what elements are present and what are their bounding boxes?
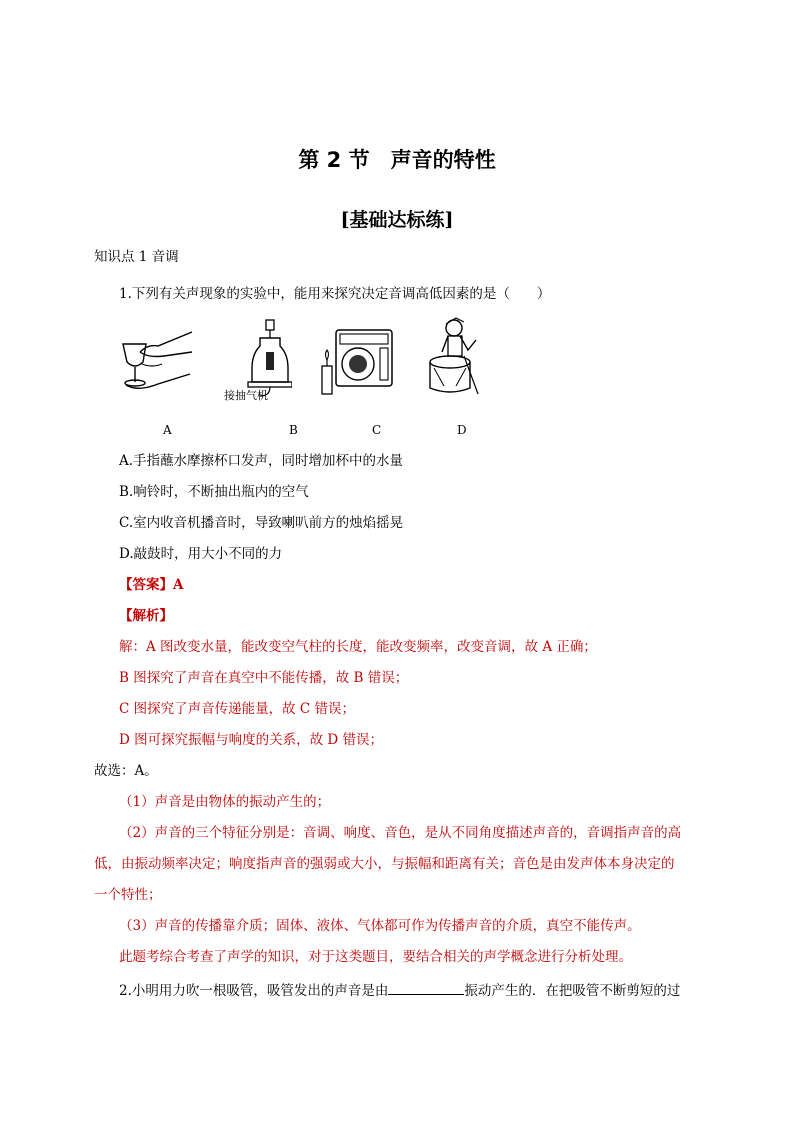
question-2-stem-after: 振动产生的．在把吸管不断剪短的过	[464, 983, 681, 999]
question-2-stem	[119, 980, 680, 1001]
conclusion: 故选：A。	[94, 763, 158, 779]
option-b: B.响铃时，不断抽出瓶内的空气	[119, 484, 309, 500]
option-d: D.敲鼓时，用大小不同的力	[119, 546, 283, 562]
note-line: 低，由振动频率决定；响度指声音的强弱或大小，与振幅和距离有关；音色是由发声体本身决定的	[94, 856, 675, 872]
question-2-stem-before: 2.小明用力吹一根吸管，吸管发出的声音是由	[119, 983, 389, 999]
analysis-label: 【解析】	[119, 608, 173, 624]
note-line: （3）声音的传播靠介质；固体、液体、气体都可作为传播声音的介质，真空不能传声。	[119, 918, 641, 934]
figure-c-radio-candle	[318, 326, 396, 398]
knowledge-point-label: 知识点 1 音调	[94, 249, 179, 265]
answer: 【答案】A	[119, 577, 184, 593]
figure-label-b: B	[289, 423, 298, 437]
figure-a-glass	[118, 322, 200, 394]
note-line: （2）声音的三个特征分别是：音调、响度、音色，是从不同角度描述声音的，音调指声音的高	[119, 825, 682, 841]
question-1-stem: 1.下列有关声现象的实验中，能用来探究决定音调高低因素的是（ ）	[119, 286, 551, 302]
figure-label-d: D	[457, 423, 467, 437]
note-line: 一个特性；	[94, 887, 162, 903]
page-title: 第 2 节 声音的特性	[298, 148, 496, 172]
analysis-line: B 图探究了声音在真空中不能传播，故 B 错误；	[119, 670, 409, 686]
analysis-line: C 图探究了声音传递能量，故 C 错误；	[119, 701, 356, 717]
analysis-line: 解：A 图改变水量，能改变空气柱的长度，能改变频率，改变音调，故 A 正确；	[119, 639, 597, 655]
figure-d-drum	[420, 316, 488, 400]
option-a: A.手指蘸水摩擦杯口发声，同时增加杯中的水量	[119, 453, 404, 469]
analysis-line: D 图可探究振幅与响度的关系，故 D 错误；	[119, 732, 384, 748]
figure-b-caption: 接抽气机	[224, 389, 268, 402]
section-subtitle: [基础达标练]	[340, 209, 454, 231]
figure-label-c: C	[372, 423, 382, 437]
note-line: （1）声音是由物体的振动产生的；	[119, 794, 331, 810]
option-c: C.室内收音机播音时，导致喇叭前方的烛焰摇晃	[119, 515, 404, 531]
answer-blank[interactable]	[388, 980, 464, 995]
figure-label-a: A	[163, 423, 172, 437]
note-line: 此题考综合考查了声学的知识，对于这类题目，要结合相关的声学概念进行分析处理。	[119, 949, 632, 965]
